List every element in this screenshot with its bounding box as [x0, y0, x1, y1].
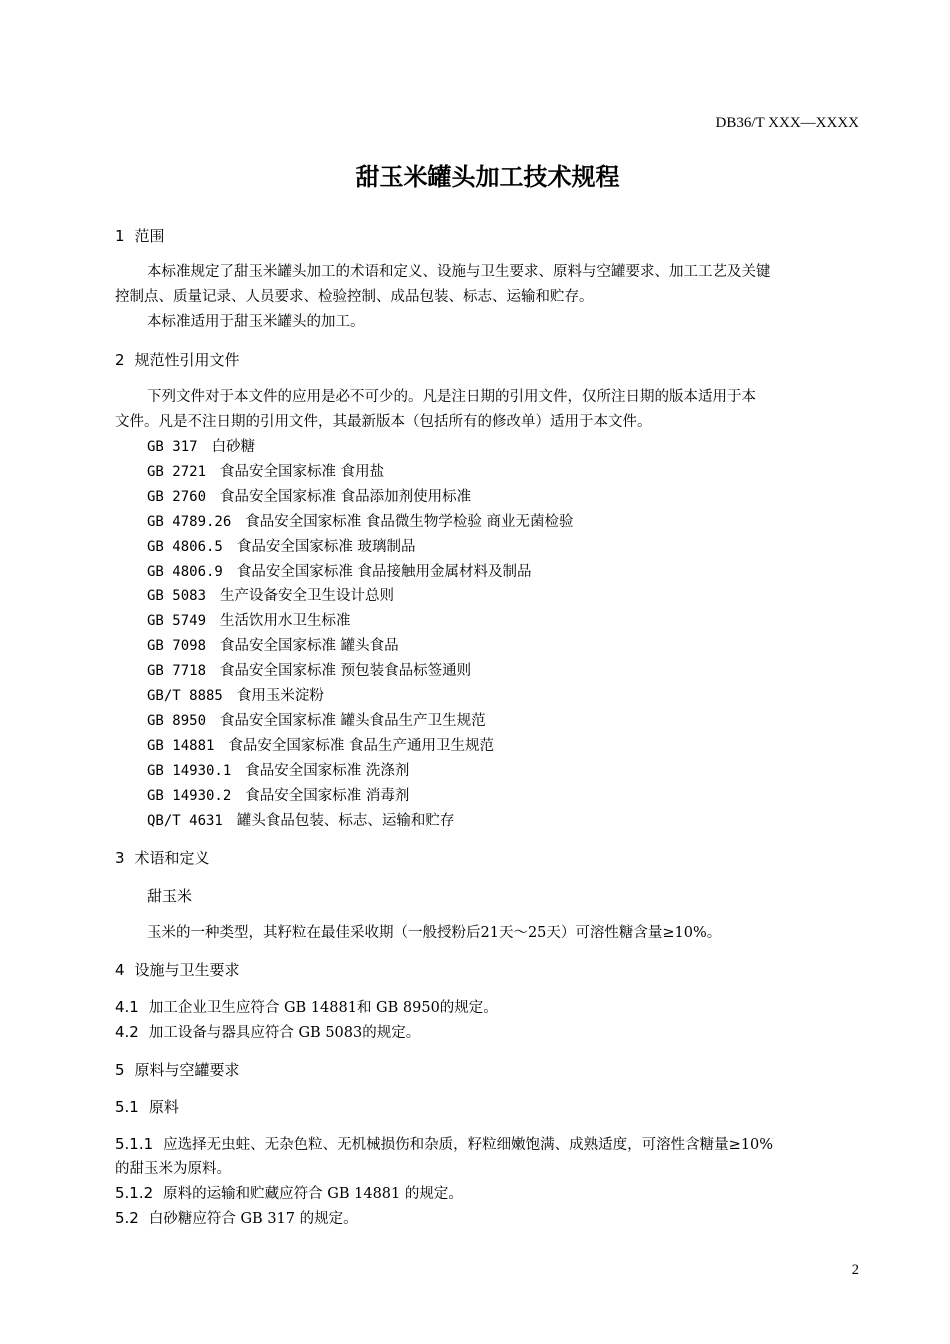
reference-name: 食品安全国家标准 洗涤剂	[245, 762, 410, 779]
reference-name: 食品安全国家标准 罐头食品生产卫生规范	[220, 712, 486, 729]
section-2-heading: 2 规范性引用文件	[115, 351, 240, 369]
reference-item	[147, 512, 574, 532]
reference-code: GB/T 8885	[147, 688, 223, 704]
reference-item	[147, 562, 531, 582]
term: 甜玉米	[147, 887, 193, 905]
reference-code: GB 317	[147, 439, 198, 455]
clause-4-2: 4.2 加工设备与器具应符合 GB 5083的规定。	[115, 1023, 421, 1041]
section-1-heading: 1 范围	[115, 227, 165, 245]
reference-item	[147, 736, 494, 756]
reference-name: 食品安全国家标准 消毒剂	[245, 787, 410, 804]
paragraph: 下列文件对于本文件的应用是必不可少的。凡是注日期的引用文件，仅所注日期的版本适用于本	[147, 389, 756, 405]
reference-item	[147, 437, 255, 457]
doc-code: DB36/T XXX—XXXX	[715, 115, 859, 131]
definition: 玉米的一种类型，其籽粒在最佳采收期（一般授粉后21天～25天）可溶性糖含量≥10%。	[147, 925, 722, 941]
reference-name: 生活饮用水卫生标准	[220, 613, 351, 630]
clause-5-1-1: 5.1.1 应选择无虫蛀、无杂色粒、无机械损伤和杂质，籽粒细嫩饱满、成熟适度，可溶性含糖量≥10%	[115, 1135, 774, 1153]
reference-item	[147, 686, 324, 706]
clause-4-1: 4.1 加工企业卫生应符合 GB 14881和 GB 8950的规定。	[115, 998, 498, 1016]
reference-code: GB 5749	[147, 613, 207, 630]
reference-item	[147, 711, 486, 731]
reference-name: 生产设备安全卫生设计总则	[220, 588, 395, 605]
reference-code: GB 8950	[147, 712, 207, 729]
reference-name: 食品安全国家标准 食品添加剂使用标准	[220, 488, 472, 505]
section-3-heading: 3 术语和定义	[115, 849, 210, 867]
reference-code: GB 14881	[147, 737, 215, 754]
reference-name: 食品安全国家标准 食品微生物学检验 商业无菌检验	[245, 513, 574, 530]
reference-code: GB 4806.9	[147, 563, 223, 580]
reference-code: GB 7098	[147, 638, 207, 655]
reference-item	[147, 661, 471, 681]
reference-name: 食品安全国家标准 预包装食品标签通则	[220, 663, 472, 680]
reference-item	[147, 786, 409, 806]
reference-item	[147, 761, 409, 781]
reference-name: 食品安全国家标准 食品接触用金属材料及制品	[236, 563, 532, 580]
reference-item	[147, 487, 471, 507]
paragraph: 控制点、质量记录、人员要求、检验控制、成品包装、标志、运输和贮存。	[115, 289, 594, 305]
reference-name: 食用玉米淀粉	[236, 688, 324, 704]
reference-code: GB 5083	[147, 588, 207, 605]
reference-item	[147, 586, 394, 606]
clause-5-2: 5.2 白砂糖应符合 GB 317 的规定。	[115, 1209, 358, 1227]
reference-code: QB/T 4631	[147, 812, 223, 829]
paragraph: 本标准规定了甜玉米罐头加工的术语和定义、设施与卫生要求、原料与空罐要求、加工工艺及关键	[147, 264, 771, 280]
reference-item	[147, 537, 415, 557]
page-number: 2	[851, 1262, 859, 1278]
reference-name: 食品安全国家标准 罐头食品	[220, 638, 399, 655]
reference-code: GB 14930.1	[147, 762, 232, 779]
reference-code: GB 2721	[147, 463, 207, 480]
reference-code: GB 7718	[147, 663, 207, 680]
section-5-1-heading: 5.1 原料	[115, 1098, 179, 1116]
section-4-heading: 4 设施与卫生要求	[115, 961, 240, 979]
reference-item	[147, 462, 384, 482]
page-title: 甜玉米罐头加工技术规程	[355, 163, 620, 191]
reference-name: 食品安全国家标准 食品生产通用卫生规范	[228, 737, 495, 754]
reference-item	[147, 636, 399, 656]
reference-code: GB 4789.26	[147, 513, 232, 530]
reference-name: 食品安全国家标准 玻璃制品	[236, 538, 416, 555]
reference-code: GB 2760	[147, 488, 207, 505]
clause-5-1-1-cont: 的甜玉米为原料。	[115, 1161, 231, 1177]
reference-name: 食品安全国家标准 食用盐	[220, 463, 385, 480]
section-5-heading: 5 原料与空罐要求	[115, 1061, 240, 1079]
reference-code: GB 4806.5	[147, 538, 223, 555]
reference-item	[147, 811, 454, 831]
paragraph: 文件。凡是不注日期的引用文件，其最新版本（包括所有的修改单）适用于本文件。	[115, 414, 652, 430]
reference-name: 罐头食品包装、标志、运输和贮存	[236, 812, 455, 829]
clause-5-1-2: 5.1.2 原料的运输和贮藏应符合 GB 14881 的规定。	[115, 1184, 463, 1202]
reference-item	[147, 611, 351, 631]
reference-name: 白砂糖	[211, 439, 256, 455]
reference-code: GB 14930.2	[147, 787, 232, 804]
paragraph: 本标准适用于甜玉米罐头的加工。	[147, 314, 365, 330]
